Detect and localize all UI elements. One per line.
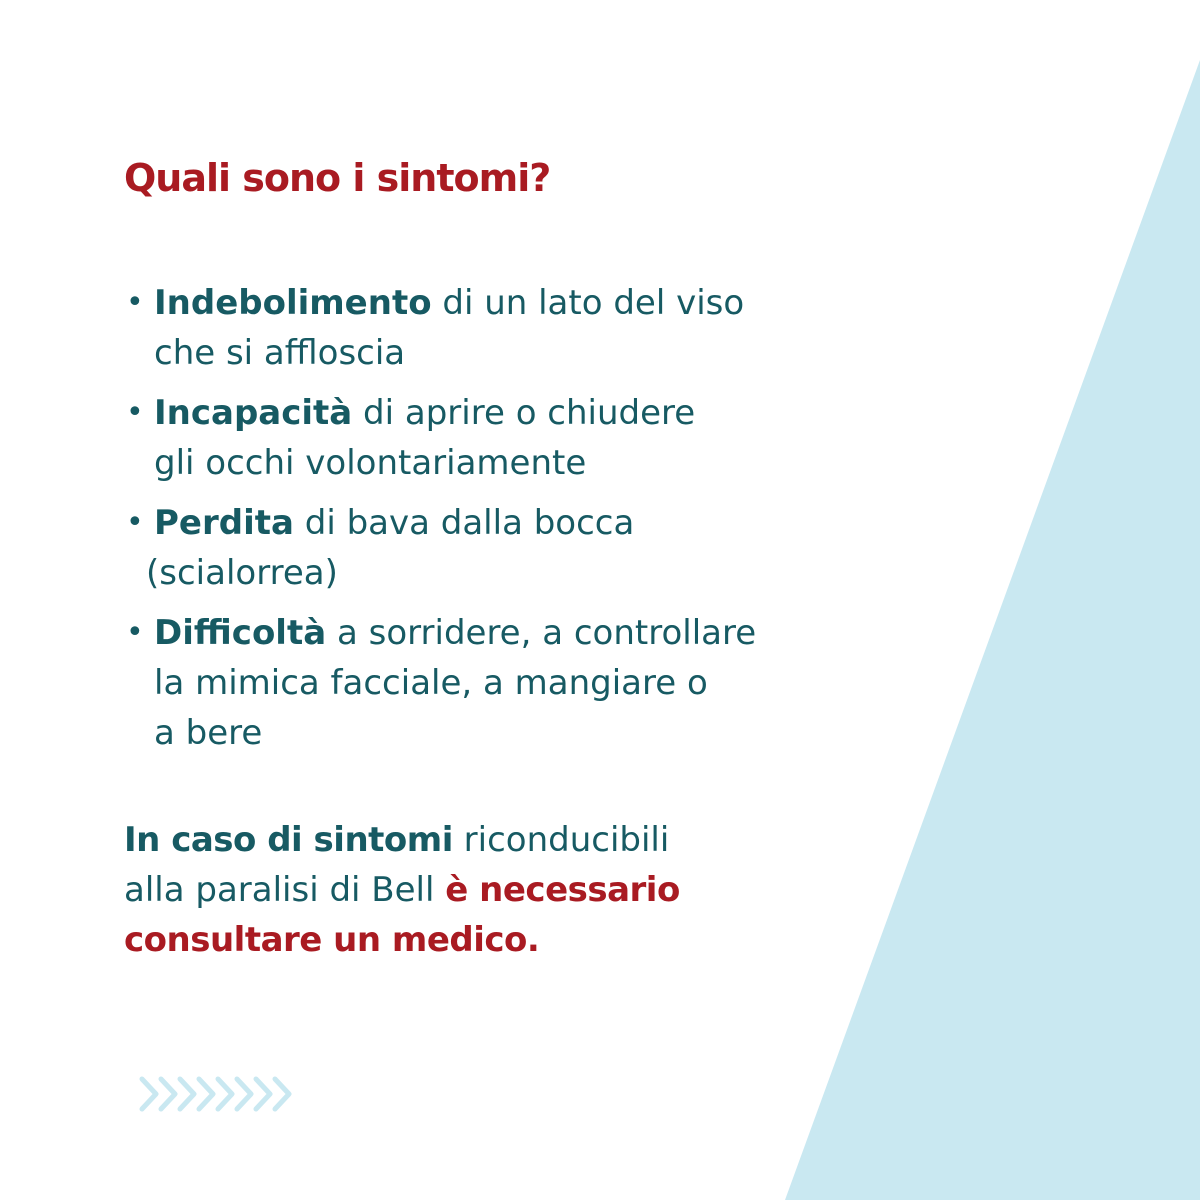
symptom-text: a bere: [154, 713, 263, 753]
list-item: [124, 498, 756, 598]
symptom-title: Perdita: [154, 503, 294, 543]
bullet-icon: •: [126, 505, 144, 540]
symptom-text: di un lato del viso: [431, 283, 745, 323]
symptom-text: di bava dalla bocca: [293, 503, 635, 543]
note-emphasis: In caso di sintomi: [124, 820, 453, 860]
bullet-icon: •: [126, 395, 144, 430]
chevron-right-icon: [237, 1079, 251, 1109]
chevron-right-icon: [218, 1079, 232, 1109]
symptom-text: (scialorrea): [146, 553, 338, 593]
symptom-text: gli occhi volontariamente: [154, 443, 587, 483]
bullet-icon: •: [126, 285, 144, 320]
list-item: [124, 278, 756, 378]
note-text: riconducibili: [452, 820, 670, 860]
list-item: [124, 608, 756, 758]
symptom-title: Incapacità: [154, 393, 353, 433]
note-text: alla paralisi di Bell: [124, 870, 446, 910]
chevron-right-icon: [275, 1079, 289, 1109]
bullet-icon: •: [126, 615, 144, 650]
symptom-title: Difficoltà: [154, 613, 327, 653]
chevron-right-icon: [199, 1079, 213, 1109]
chevron-right-icon: [256, 1079, 270, 1109]
chevron-right-icon: [142, 1079, 156, 1109]
symptom-text: che si affloscia: [154, 333, 406, 373]
advice-note: [124, 815, 680, 965]
chevron-right-icon: [161, 1079, 175, 1109]
chevrons-decoration: [138, 1075, 300, 1113]
note-warning: è necessario: [445, 870, 680, 910]
page-title: Quali sono i sintomi?: [124, 156, 551, 200]
symptoms-list: [124, 278, 756, 768]
symptom-text: a sorridere, a controllare: [326, 613, 757, 653]
symptom-title: Indebolimento: [154, 283, 432, 323]
chevron-right-icon: [180, 1079, 194, 1109]
list-item: [124, 388, 756, 488]
symptom-text: di aprire o chiudere: [352, 393, 696, 433]
note-warning: consultare un medico.: [124, 920, 540, 960]
symptom-text: la mimica facciale, a mangiare o: [154, 663, 708, 703]
